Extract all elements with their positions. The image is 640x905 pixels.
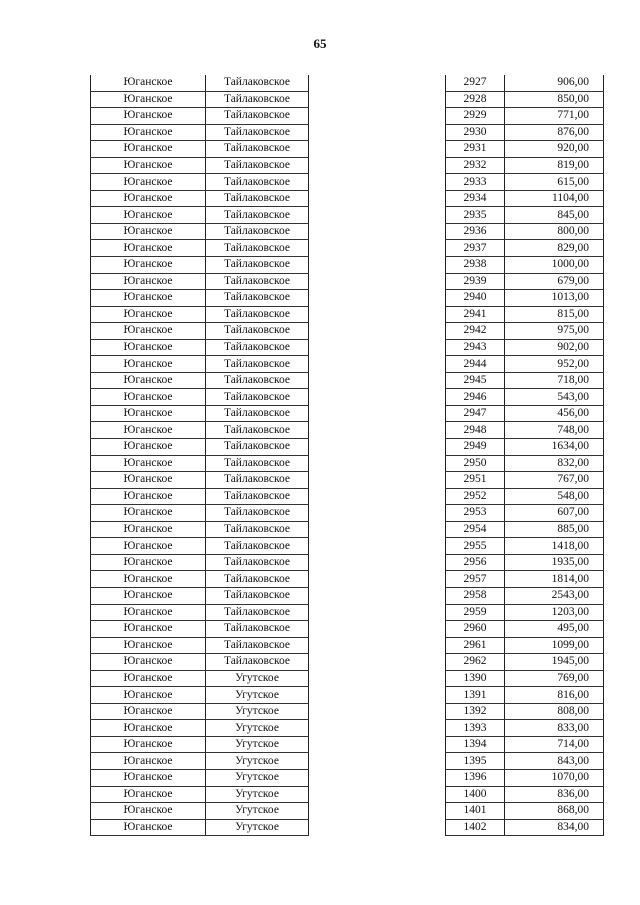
table-row xyxy=(91,505,604,522)
number-cell: 2944 xyxy=(446,356,505,373)
area-cell: Угутское xyxy=(206,803,309,820)
value-cell: 456,00 xyxy=(505,405,604,422)
value-cell: 845,00 xyxy=(505,207,604,224)
field-cell: Юганское xyxy=(91,455,206,472)
blank-cell xyxy=(309,223,446,240)
blank-cell xyxy=(309,736,446,753)
field-cell: Юганское xyxy=(91,587,206,604)
number-cell: 2928 xyxy=(446,91,505,108)
area-cell: Тайлаковское xyxy=(206,505,309,522)
area-cell: Тайлаковское xyxy=(206,108,309,125)
area-cell: Тайлаковское xyxy=(206,439,309,456)
value-cell: 975,00 xyxy=(505,323,604,340)
value-cell: 1099,00 xyxy=(505,637,604,654)
area-cell: Тайлаковское xyxy=(206,356,309,373)
field-cell: Юганское xyxy=(91,174,206,191)
number-cell: 2950 xyxy=(446,455,505,472)
blank-cell xyxy=(309,124,446,141)
page-number: 65 xyxy=(313,36,327,51)
number-cell: 2948 xyxy=(446,422,505,439)
value-cell: 1945,00 xyxy=(505,654,604,671)
number-cell: 1401 xyxy=(446,803,505,820)
table-row xyxy=(91,687,604,704)
value-cell: 2543,00 xyxy=(505,587,604,604)
value-cell: 843,00 xyxy=(505,753,604,770)
number-cell: 2937 xyxy=(446,240,505,257)
area-cell: Тайлаковское xyxy=(206,422,309,439)
value-cell: 767,00 xyxy=(505,472,604,489)
table-row xyxy=(91,389,604,406)
number-cell: 1396 xyxy=(446,769,505,786)
value-cell: 816,00 xyxy=(505,687,604,704)
field-cell: Юганское xyxy=(91,290,206,307)
field-cell: Юганское xyxy=(91,720,206,737)
value-cell: 769,00 xyxy=(505,670,604,687)
field-cell: Юганское xyxy=(91,207,206,224)
number-cell: 1402 xyxy=(446,819,505,836)
blank-cell xyxy=(309,356,446,373)
table-row xyxy=(91,257,604,274)
field-cell: Юганское xyxy=(91,786,206,803)
number-cell: 2956 xyxy=(446,554,505,571)
area-cell: Тайлаковское xyxy=(206,521,309,538)
blank-cell xyxy=(309,604,446,621)
blank-cell xyxy=(309,488,446,505)
value-cell: 548,00 xyxy=(505,488,604,505)
blank-cell xyxy=(309,753,446,770)
area-cell: Тайлаковское xyxy=(206,604,309,621)
value-cell: 1814,00 xyxy=(505,571,604,588)
value-cell: 543,00 xyxy=(505,389,604,406)
area-cell: Тайлаковское xyxy=(206,91,309,108)
number-cell: 2949 xyxy=(446,439,505,456)
number-cell: 1393 xyxy=(446,720,505,737)
area-cell: Тайлаковское xyxy=(206,240,309,257)
blank-cell xyxy=(309,803,446,820)
blank-cell xyxy=(309,621,446,638)
table-row xyxy=(91,75,604,91)
table-row xyxy=(91,157,604,174)
value-cell: 832,00 xyxy=(505,455,604,472)
table-row xyxy=(91,587,604,604)
table-row xyxy=(91,455,604,472)
value-cell: 815,00 xyxy=(505,306,604,323)
table-row xyxy=(91,190,604,207)
value-cell: 607,00 xyxy=(505,505,604,522)
field-cell: Юганское xyxy=(91,339,206,356)
number-cell: 2930 xyxy=(446,124,505,141)
area-cell: Тайлаковское xyxy=(206,257,309,274)
blank-cell xyxy=(309,554,446,571)
value-cell: 952,00 xyxy=(505,356,604,373)
blank-cell xyxy=(309,372,446,389)
table-row xyxy=(91,422,604,439)
area-cell: Тайлаковское xyxy=(206,124,309,141)
blank-cell xyxy=(309,654,446,671)
field-cell: Юганское xyxy=(91,223,206,240)
blank-cell xyxy=(309,587,446,604)
number-cell: 2941 xyxy=(446,306,505,323)
field-cell: Юганское xyxy=(91,190,206,207)
field-cell: Юганское xyxy=(91,306,206,323)
field-cell: Юганское xyxy=(91,819,206,836)
number-cell: 2929 xyxy=(446,108,505,125)
blank-cell xyxy=(309,75,446,91)
area-cell: Тайлаковское xyxy=(206,223,309,240)
blank-cell xyxy=(309,174,446,191)
number-cell: 2960 xyxy=(446,621,505,638)
blank-cell xyxy=(309,439,446,456)
value-cell: 1935,00 xyxy=(505,554,604,571)
field-cell: Юганское xyxy=(91,571,206,588)
blank-cell xyxy=(309,306,446,323)
value-cell: 1418,00 xyxy=(505,538,604,555)
blank-cell xyxy=(309,91,446,108)
blank-cell xyxy=(309,339,446,356)
value-cell: 868,00 xyxy=(505,803,604,820)
field-cell: Юганское xyxy=(91,488,206,505)
area-cell: Угутское xyxy=(206,703,309,720)
number-cell: 2936 xyxy=(446,223,505,240)
field-cell: Юганское xyxy=(91,687,206,704)
blank-cell xyxy=(309,290,446,307)
area-cell: Тайлаковское xyxy=(206,571,309,588)
number-cell: 2954 xyxy=(446,521,505,538)
value-cell: 1634,00 xyxy=(505,439,604,456)
area-cell: Тайлаковское xyxy=(206,207,309,224)
field-cell: Юганское xyxy=(91,654,206,671)
number-cell: 1395 xyxy=(446,753,505,770)
field-cell: Юганское xyxy=(91,621,206,638)
table-row xyxy=(91,554,604,571)
field-cell: Юганское xyxy=(91,670,206,687)
field-cell: Юганское xyxy=(91,141,206,158)
table-row xyxy=(91,405,604,422)
table-row xyxy=(91,521,604,538)
number-cell: 2962 xyxy=(446,654,505,671)
field-cell: Юганское xyxy=(91,521,206,538)
number-cell: 1400 xyxy=(446,786,505,803)
field-cell: Юганское xyxy=(91,91,206,108)
blank-cell xyxy=(309,670,446,687)
table-row xyxy=(91,488,604,505)
table-row xyxy=(91,439,604,456)
table-row xyxy=(91,108,604,125)
number-cell: 2927 xyxy=(446,75,505,91)
table-row xyxy=(91,124,604,141)
area-cell: Тайлаковское xyxy=(206,538,309,555)
field-cell: Юганское xyxy=(91,769,206,786)
value-cell: 615,00 xyxy=(505,174,604,191)
field-cell: Юганское xyxy=(91,108,206,125)
area-cell: Угутское xyxy=(206,786,309,803)
field-cell: Юганское xyxy=(91,439,206,456)
number-cell: 2955 xyxy=(446,538,505,555)
blank-cell xyxy=(309,687,446,704)
blank-cell xyxy=(309,323,446,340)
blank-cell xyxy=(309,141,446,158)
number-cell: 2938 xyxy=(446,257,505,274)
number-cell: 1394 xyxy=(446,736,505,753)
area-cell: Тайлаковское xyxy=(206,306,309,323)
value-cell: 1000,00 xyxy=(505,257,604,274)
field-cell: Юганское xyxy=(91,257,206,274)
table-row xyxy=(91,356,604,373)
blank-cell xyxy=(309,786,446,803)
blank-cell xyxy=(309,108,446,125)
number-cell: 2946 xyxy=(446,389,505,406)
value-cell: 850,00 xyxy=(505,91,604,108)
value-cell: 920,00 xyxy=(505,141,604,158)
table-row xyxy=(91,654,604,671)
value-cell: 1203,00 xyxy=(505,604,604,621)
area-cell: Тайлаковское xyxy=(206,323,309,340)
number-cell: 1390 xyxy=(446,670,505,687)
number-cell: 1391 xyxy=(446,687,505,704)
table-row xyxy=(91,736,604,753)
field-cell: Юганское xyxy=(91,240,206,257)
number-cell: 2943 xyxy=(446,339,505,356)
value-cell: 679,00 xyxy=(505,273,604,290)
number-cell: 2935 xyxy=(446,207,505,224)
area-cell: Тайлаковское xyxy=(206,587,309,604)
number-cell: 2947 xyxy=(446,405,505,422)
value-cell: 876,00 xyxy=(505,124,604,141)
number-cell: 2933 xyxy=(446,174,505,191)
field-cell: Юганское xyxy=(91,538,206,555)
field-cell: Юганское xyxy=(91,637,206,654)
field-cell: Юганское xyxy=(91,75,206,91)
blank-cell xyxy=(309,455,446,472)
number-cell: 2945 xyxy=(446,372,505,389)
value-cell: 836,00 xyxy=(505,786,604,803)
field-cell: Юганское xyxy=(91,736,206,753)
table-row xyxy=(91,786,604,803)
table-row xyxy=(91,803,604,820)
field-cell: Юганское xyxy=(91,124,206,141)
area-cell: Тайлаковское xyxy=(206,141,309,158)
area-cell: Тайлаковское xyxy=(206,190,309,207)
data-table xyxy=(90,75,604,836)
number-cell: 2961 xyxy=(446,637,505,654)
field-cell: Юганское xyxy=(91,803,206,820)
value-cell: 1104,00 xyxy=(505,190,604,207)
field-cell: Юганское xyxy=(91,157,206,174)
value-cell: 748,00 xyxy=(505,422,604,439)
area-cell: Угутское xyxy=(206,819,309,836)
number-cell: 1392 xyxy=(446,703,505,720)
area-cell: Тайлаковское xyxy=(206,405,309,422)
blank-cell xyxy=(309,190,446,207)
area-cell: Тайлаковское xyxy=(206,273,309,290)
value-cell: 495,00 xyxy=(505,621,604,638)
value-cell: 771,00 xyxy=(505,108,604,125)
area-cell: Тайлаковское xyxy=(206,554,309,571)
value-cell: 833,00 xyxy=(505,720,604,737)
field-cell: Юганское xyxy=(91,554,206,571)
field-cell: Юганское xyxy=(91,356,206,373)
value-cell: 800,00 xyxy=(505,223,604,240)
area-cell: Тайлаковское xyxy=(206,389,309,406)
number-cell: 2932 xyxy=(446,157,505,174)
area-cell: Тайлаковское xyxy=(206,621,309,638)
area-cell: Тайлаковское xyxy=(206,75,309,91)
value-cell: 819,00 xyxy=(505,157,604,174)
blank-cell xyxy=(309,819,446,836)
table-row xyxy=(91,207,604,224)
table-row xyxy=(91,141,604,158)
number-cell: 2951 xyxy=(446,472,505,489)
field-cell: Юганское xyxy=(91,389,206,406)
number-cell: 2931 xyxy=(446,141,505,158)
table-row xyxy=(91,273,604,290)
table-row xyxy=(91,670,604,687)
table-body xyxy=(91,75,604,836)
blank-cell xyxy=(309,157,446,174)
number-cell: 2934 xyxy=(446,190,505,207)
table-row xyxy=(91,753,604,770)
blank-cell xyxy=(309,769,446,786)
area-cell: Тайлаковское xyxy=(206,157,309,174)
number-cell: 2940 xyxy=(446,290,505,307)
area-cell: Угутское xyxy=(206,736,309,753)
area-cell: Тайлаковское xyxy=(206,488,309,505)
table-row xyxy=(91,240,604,257)
table-row xyxy=(91,637,604,654)
value-cell: 829,00 xyxy=(505,240,604,257)
number-cell: 2959 xyxy=(446,604,505,621)
blank-cell xyxy=(309,257,446,274)
area-cell: Тайлаковское xyxy=(206,472,309,489)
area-cell: Угутское xyxy=(206,720,309,737)
value-cell: 714,00 xyxy=(505,736,604,753)
table-row xyxy=(91,223,604,240)
blank-cell xyxy=(309,703,446,720)
field-cell: Юганское xyxy=(91,273,206,290)
value-cell: 808,00 xyxy=(505,703,604,720)
field-cell: Юганское xyxy=(91,604,206,621)
table-row xyxy=(91,703,604,720)
area-cell: Тайлаковское xyxy=(206,455,309,472)
blank-cell xyxy=(309,720,446,737)
number-cell: 2939 xyxy=(446,273,505,290)
blank-cell xyxy=(309,571,446,588)
table-row xyxy=(91,621,604,638)
table-row xyxy=(91,604,604,621)
blank-cell xyxy=(309,240,446,257)
number-cell: 2942 xyxy=(446,323,505,340)
value-cell: 885,00 xyxy=(505,521,604,538)
area-cell: Тайлаковское xyxy=(206,174,309,191)
blank-cell xyxy=(309,422,446,439)
field-cell: Юганское xyxy=(91,703,206,720)
value-cell: 1013,00 xyxy=(505,290,604,307)
field-cell: Юганское xyxy=(91,405,206,422)
area-cell: Угутское xyxy=(206,670,309,687)
table-row xyxy=(91,819,604,836)
blank-cell xyxy=(309,521,446,538)
area-cell: Тайлаковское xyxy=(206,372,309,389)
blank-cell xyxy=(309,405,446,422)
table-row xyxy=(91,571,604,588)
blank-cell xyxy=(309,207,446,224)
value-cell: 834,00 xyxy=(505,819,604,836)
table-row xyxy=(91,372,604,389)
field-cell: Юганское xyxy=(91,372,206,389)
table-row xyxy=(91,306,604,323)
number-cell: 2952 xyxy=(446,488,505,505)
area-cell: Угутское xyxy=(206,753,309,770)
table-row xyxy=(91,174,604,191)
value-cell: 1070,00 xyxy=(505,769,604,786)
blank-cell xyxy=(309,472,446,489)
area-cell: Угутское xyxy=(206,769,309,786)
value-cell: 902,00 xyxy=(505,339,604,356)
number-cell: 2953 xyxy=(446,505,505,522)
field-cell: Юганское xyxy=(91,472,206,489)
number-cell: 2958 xyxy=(446,587,505,604)
area-cell: Тайлаковское xyxy=(206,654,309,671)
table-row xyxy=(91,538,604,555)
area-cell: Угутское xyxy=(206,687,309,704)
blank-cell xyxy=(309,637,446,654)
field-cell: Юганское xyxy=(91,753,206,770)
blank-cell xyxy=(309,273,446,290)
area-cell: Тайлаковское xyxy=(206,339,309,356)
field-cell: Юганское xyxy=(91,323,206,340)
blank-cell xyxy=(309,505,446,522)
table-row xyxy=(91,769,604,786)
field-cell: Юганское xyxy=(91,422,206,439)
table-row xyxy=(91,323,604,340)
value-cell: 718,00 xyxy=(505,372,604,389)
table-row xyxy=(91,720,604,737)
field-cell: Юганское xyxy=(91,505,206,522)
area-cell: Тайлаковское xyxy=(206,290,309,307)
table-row xyxy=(91,290,604,307)
table-row xyxy=(91,472,604,489)
table-row xyxy=(91,339,604,356)
value-cell: 906,00 xyxy=(505,75,604,91)
blank-cell xyxy=(309,538,446,555)
area-cell: Тайлаковское xyxy=(206,637,309,654)
number-cell: 2957 xyxy=(446,571,505,588)
blank-cell xyxy=(309,389,446,406)
table-row xyxy=(91,91,604,108)
